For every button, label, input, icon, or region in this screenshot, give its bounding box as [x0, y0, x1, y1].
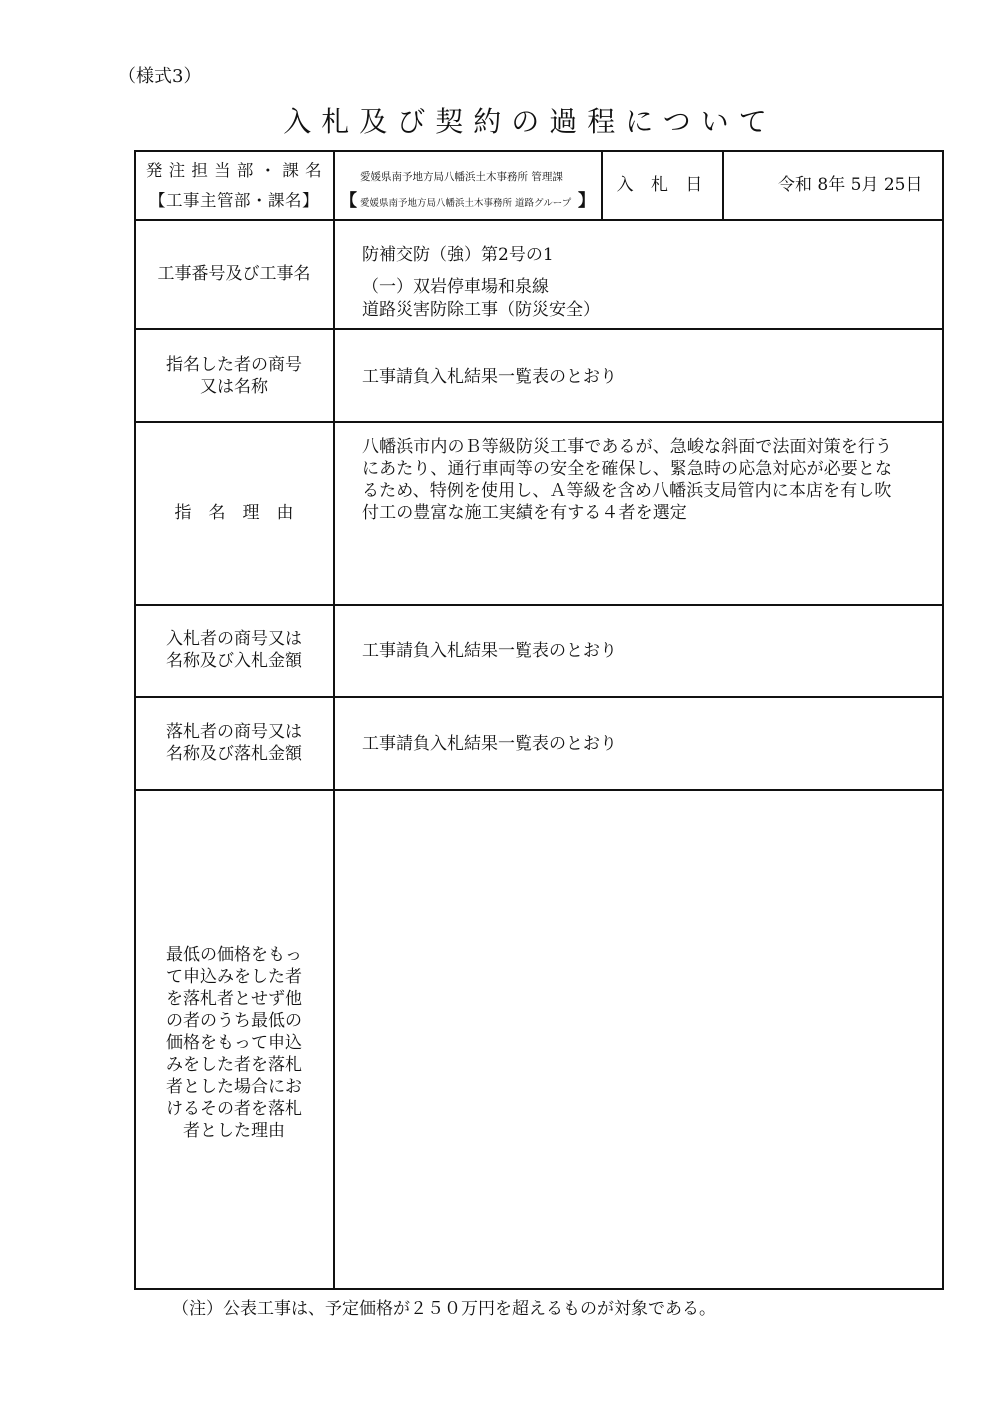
construction-label: 工事番号及び工事名 [157, 264, 311, 284]
exception-label-line: 価格をもって申込 [166, 1033, 302, 1053]
bid-date-value: 令和 8年 5月 25日 [778, 175, 923, 195]
row-line-4 [134, 604, 944, 606]
header-divider-2 [722, 150, 724, 220]
winner-value: 工事請負入札結果一覧表のとおり [362, 734, 617, 754]
bidders-label-line1: 入札者の商号又は [166, 629, 302, 649]
reason-line3: るため、特例を使用し、Ａ等級を含め八幡浜支局管内に本店を有し吹 [362, 481, 892, 501]
dept-value-line2: 愛媛県南予地方局八幡浜土木事務所 道路グループ [360, 198, 572, 209]
winner-label-line1: 落札者の商号又は [166, 722, 302, 742]
nominees-label [136, 354, 332, 398]
row-line-2 [134, 328, 944, 330]
row-line-bottom [134, 1288, 944, 1290]
column-divider [333, 150, 335, 1290]
exception-label-line: 者とした理由 [183, 1121, 285, 1141]
exception-label-line: けるその者を落札 [166, 1099, 302, 1119]
exception-label-line: みをした者を落札 [166, 1055, 302, 1075]
dept-label-line2: 【工事主管部・課名】 [149, 191, 319, 210]
bracket-close: 】 [578, 191, 595, 211]
nominees-value: 工事請負入札結果一覧表のとおり [362, 367, 617, 387]
table-border-right [942, 150, 944, 1290]
dept-value-line1: 愛媛県南予地方局八幡浜土木事務所 管理課 [360, 171, 563, 183]
bracket-open: 【 [340, 191, 357, 211]
row-line-1 [134, 219, 944, 221]
page-title: 入札及び契約の過程について [283, 105, 777, 138]
winner-label [136, 721, 332, 765]
reason-line1: 八幡浜市内のＢ等級防災工事であるが、急峻な斜面で法面対策を行う [362, 437, 893, 457]
exception-label-line: 最低の価格をもっ [166, 945, 302, 965]
reason-value [362, 436, 892, 524]
row-line-3 [134, 421, 944, 423]
reason-label: 指 名 理 由 [174, 503, 294, 523]
dept-label-line1: 発 注 担 当 部 ・ 課 名 [145, 161, 323, 180]
row-line-6 [134, 789, 944, 791]
row-line-top [134, 150, 944, 152]
reason-line4: 付工の豊富な施工実績を有する４者を選定 [362, 503, 687, 523]
winner-label-line2: 名称及び落札金額 [166, 744, 302, 764]
reason-line2: にあたり、通行車両等の安全を確保し、緊急時の応急対応が必要とな [362, 459, 893, 479]
exception-label [136, 944, 332, 1142]
footnote: （注）公表工事は、予定価格が２５０万円を超えるものが対象である。 [172, 1299, 716, 1319]
construction-number: 防補交防（強）第2号の1 [362, 245, 554, 265]
construction-route: （一）双岩停車場和泉線 [362, 277, 549, 297]
bidders-value: 工事請負入札結果一覧表のとおり [362, 641, 617, 661]
form-number-label: （様式3） [118, 66, 202, 87]
construction-name: 道路災害防除工事（防災安全） [362, 300, 600, 320]
nominees-label-line2: 又は名称 [200, 377, 268, 397]
bidders-label-line2: 名称及び入札金額 [166, 651, 302, 671]
exception-label-line: て申込みをした者 [166, 967, 302, 987]
exception-label-line: の者のうち最低の [166, 1011, 302, 1031]
bidders-label [136, 628, 332, 672]
nominees-label-line1: 指名した者の商号 [166, 355, 302, 375]
exception-label-line: 者とした場合にお [166, 1077, 302, 1097]
exception-label-line: を落札者とせず他 [166, 989, 302, 1009]
dept-label [136, 160, 332, 212]
row-line-5 [134, 696, 944, 698]
bid-date-label: 入 札 日 [616, 175, 709, 195]
